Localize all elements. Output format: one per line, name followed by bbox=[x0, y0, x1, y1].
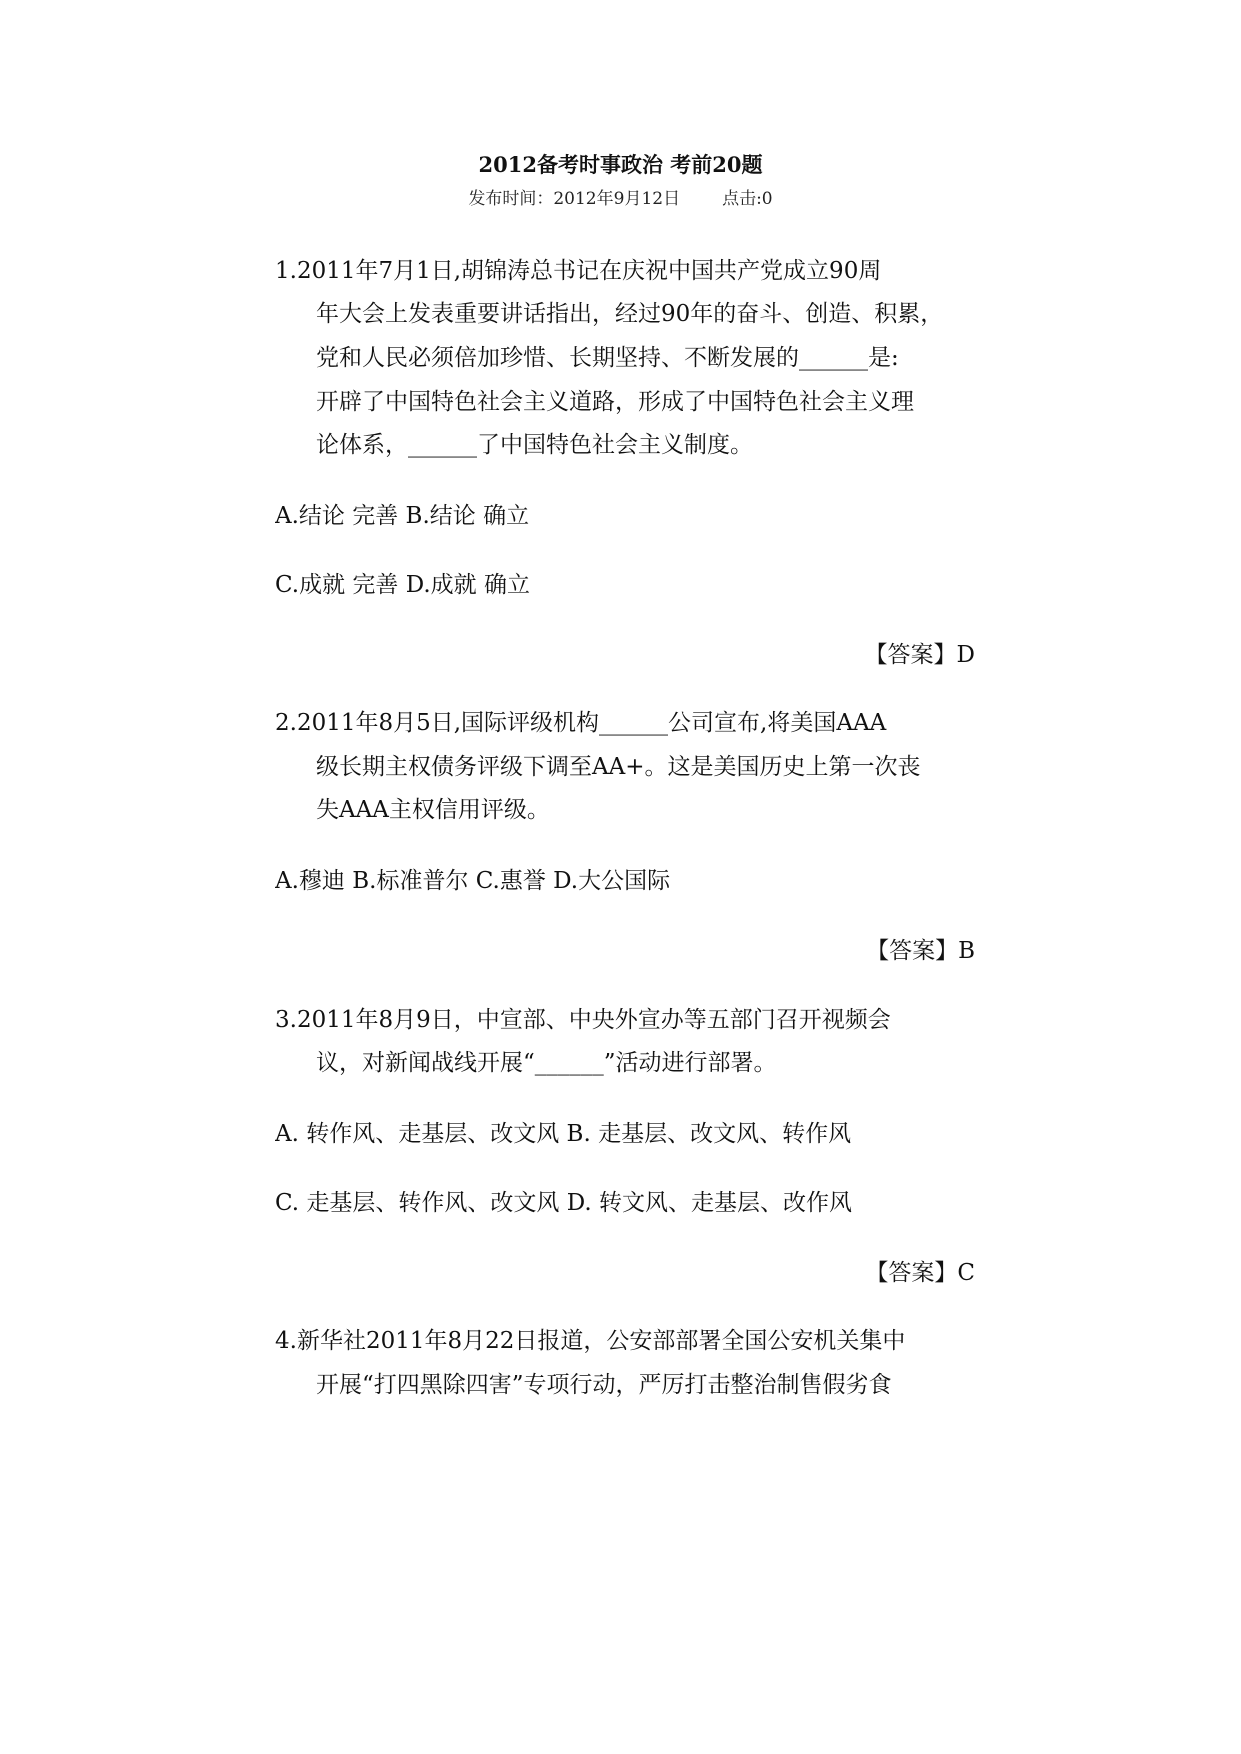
question-1-line-4: 开辟了中国特色社会主义道路，形成了中国特色社会主义理 bbox=[316, 389, 914, 415]
question-3-line-2: 议，对新闻战线开展“______”活动进行部署。 bbox=[316, 1050, 777, 1076]
question-1-line-3: 党和人民必须倍加珍惜、长期坚持、不断发展的______是: bbox=[316, 345, 899, 371]
publish-meta bbox=[0, 186, 1241, 212]
click-count: 点击:0 bbox=[722, 189, 773, 209]
page-title: 2012备考时事政治 考前20题 bbox=[478, 152, 763, 177]
question-2-line-1: 2.2011年8月5日,国际评级机构______公司宣布,将美国AAA bbox=[275, 710, 887, 736]
question-4-line-2: 开展“打四黑除四害”专项行动，严厉打击整治制售假劣食 bbox=[316, 1372, 892, 1398]
question-1-line-1: 1.2011年7月1日,胡锦涛总书记在庆祝中国共产党成立90周 bbox=[275, 258, 882, 284]
question-2-options-1: A.穆迪 B.标准普尔 C.惠誉 D.大公国际 bbox=[275, 868, 671, 894]
question-2-line-2: 级长期主权债务评级下调至AA+。这是美国历史上第一次丧 bbox=[316, 754, 921, 780]
question-4-line-1: 4.新华社2011年8月22日报道，公安部部署全国公安机关集中 bbox=[275, 1328, 906, 1354]
question-3-answer: 【答案】C bbox=[865, 1260, 975, 1286]
question-3-line-1: 3.2011年8月9日，中宣部、中央外宣办等五部门召开视频会 bbox=[275, 1007, 891, 1033]
question-3-options-1: A. 转作风、走基层、改文风 B. 走基层、改文风、转作风 bbox=[275, 1121, 852, 1147]
question-1-options-1: A.结论 完善 B.结论 确立 bbox=[275, 503, 530, 529]
question-3-options-2: C. 走基层、转作风、改文风 D. 转文风、走基层、改作风 bbox=[275, 1190, 852, 1216]
question-1-line-2: 年大会上发表重要讲话指出，经过90年的奋斗、创造、积累， bbox=[316, 301, 944, 327]
question-2-line-3: 失AAA主权信用评级。 bbox=[316, 797, 550, 823]
question-1-options-2: C.成就 完善 D.成就 确立 bbox=[275, 572, 530, 598]
question-2-answer: 【答案】B bbox=[866, 938, 975, 964]
publish-date: 发布时间：2012年9月12日 bbox=[468, 189, 681, 209]
question-1-answer: 【答案】D bbox=[864, 642, 975, 668]
question-1-line-5: 论体系，______了中国特色社会主义制度。 bbox=[316, 432, 753, 458]
